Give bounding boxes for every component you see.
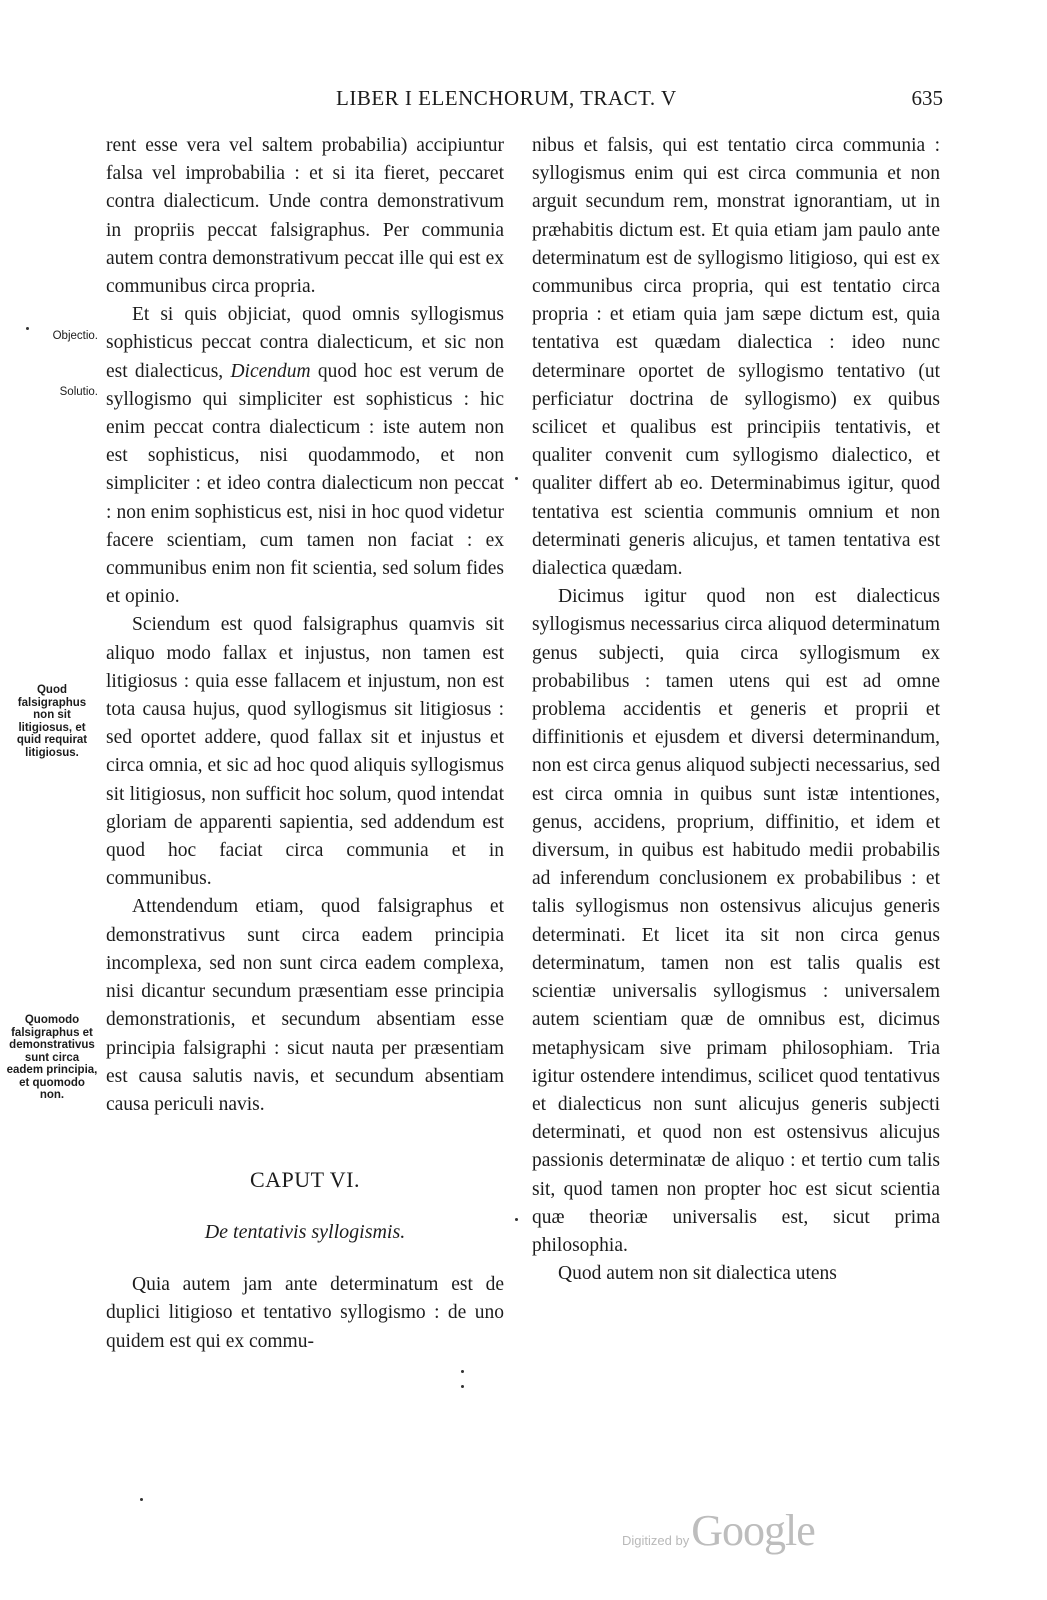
left-paragraph-4: Attendendum etiam, quod falsigraphus et demonstrativus sunt circa eadem principia incomplexa, sed non sunt circa eadem complexa, nisi dicantur secundum præsentiam esse principia demonstrationis, et secundum absentiam esse principia falsigraphi : sicut nauta per præsentiam est causa salutis navis, et secundum absentiam causa periculi navis. (106, 896, 504, 1115)
scan-speck (26, 327, 29, 330)
page-number: 635 (911, 86, 943, 110)
running-title: LIBER I ELENCHORUM, TRACT. V (336, 86, 677, 110)
margin-note-solutio: Solutio. (59, 386, 98, 398)
margin-note-quomodo: Quomodo falsigraphus et demonstrativus sunt circa eadem principia, et quomodo non. (6, 1014, 98, 1101)
left-paragraph-2 (106, 301, 504, 611)
digitized-by-text: Digitized by (622, 1533, 690, 1548)
scan-speck (461, 1370, 464, 1373)
page-header (0, 86, 1047, 116)
right-column (532, 132, 940, 1288)
margin-note-objectio: Objectio. (52, 330, 98, 342)
scan-speck (461, 1385, 464, 1388)
digitization-footer (622, 1505, 815, 1556)
chapter-subtitle: De tentativis syllogismis. (204, 1221, 406, 1244)
left-paragraph-2-text: Et si quis objiciat, quod omnis syllogismus sophisticus peccat contra dialecticum, et sic non est dialecticus, (106, 304, 504, 382)
left-paragraph-2-rest: quod hoc est verum de syllogismo qui simpliciter est sophisticus : hic enim peccat contra dialecticum : iste autem non est sophisticus, nisi quodammodo, et non simpliciter : et ideo contra dialecticum non peccat : non enim sophisticus est, nisi in hoc quod videtur facere scientiam, cum tamen non faciat : ex communibus enim non fit scientia, sed solum fides et opinio. (106, 360, 505, 608)
left-paragraph-3: Sciendum est quod falsigraphus quamvis sit aliquo modo fallax et injustus, non tamen est litigiosus : quia esse fallacem et injustum, non est tota causa hujus, quod syllogismus sit litigiosus : sed oportet addere, quod fallax sit et injustus et circa omnia, et sic ad hoc quod aliquis syllogismus sit litigiosus, non sufficit hoc solum, quod intendat gloriam de apparenti sapientia, sed addendum est quod hoc faciat circa communia et in communibus. (106, 614, 504, 890)
left-paragraph-1: rent esse vera vel saltem probabilia) accipiuntur falsa vel improbabilia : et si ita fieret, peccaret contra dialecticum. Unde contra demonstrativum in propriis peccat falsigraphus. Per communia autem contra demonstrativum peccat ille qui est ex communibus circa propria. (106, 135, 504, 298)
margin-note-falsigraphus: Quod falsigraphus non sit litigiosus, et quid requirat litigiosus. (16, 684, 88, 759)
right-paragraph-3: Quod autem non sit dialectica utens (558, 1263, 837, 1285)
scan-speck (515, 477, 518, 480)
right-paragraph-1: nibus et falsis, qui est tentatio circa communia : syllogismus enim qui est circa communia et non arguit secundum rem, monstrat ignorantiam, ut in præhabitis dictum est. Et quia etiam jam paulo ante determinatum est de syllogismo litigioso, qui est ex communibus circa propria, qui est tentatio circa propria : et etiam quia jam sæpe dictum est, quia tentativa est quædam dialectica : ideo nunc determinare oportet de syllogismo tentativo (ut perficiatur doctrina de syllogismo) ex quibus scilicet et qualibus est principiis tentativis, et qualiter convenit cum syllogismo dialectico, et qualiter differt ab eo. Determinabimus igitur, quod tentativa est scientia communis omnium et non determinati generis alicujus, et tamen tentativa est dialectica quædam. (532, 135, 940, 580)
google-logo: Google (691, 1506, 815, 1555)
right-paragraph-2: Dicimus igitur quod non est dialecticus syllogismus necessarius circa aliquod determinatum genus subjecti, quia circa syllogismum ex probabilibus : tamen utens qui est ad omne problema accidentis et generis et proprii et diffinitionis et ejusdem et diversi determinandum, non est circa genus aliquod subjecti necessarius, sed est circa omnia in quibus sunt istæ intentiones, genus, accidens, proprium, diffinitio, et idem et diversum, in quibus est habitudo medii probabilis ad inferendum conclusionem ex probabilibus : et talis syllogismus non ostensivus alicujus generis determinati. Et licet ita sit non circa genus determinatum, tamen non est talis qualis est scientiæ universalis syllogismus : universalem autem scientiam quæ de omnibus est, dicimus metaphysicam sive primam philosophiam. Tria igitur ostendere intendimus, scilicet quod tentativus et dialecticus non sunt alicujus generis subjecti determinati, et quod non est ostensivus alicujus passionis determinatæ de aliquo : et tertio cum talis sit, quod tamen non propter hoc est sicut scientia quæ theoriæ universalis est, sicut prima philosophia. (532, 586, 940, 1256)
left-column (106, 132, 504, 1356)
chapter-heading: CAPUT VI. (249, 1167, 361, 1193)
scan-speck (515, 1218, 518, 1221)
left-paragraph-5: Quia autem jam ante determinatum est de duplici litigioso et tentativo syllogismo : de uno quidem est qui ex commu- (106, 1274, 504, 1352)
dicendum-italic: Dicendum (230, 360, 311, 382)
scan-speck (140, 1498, 143, 1501)
